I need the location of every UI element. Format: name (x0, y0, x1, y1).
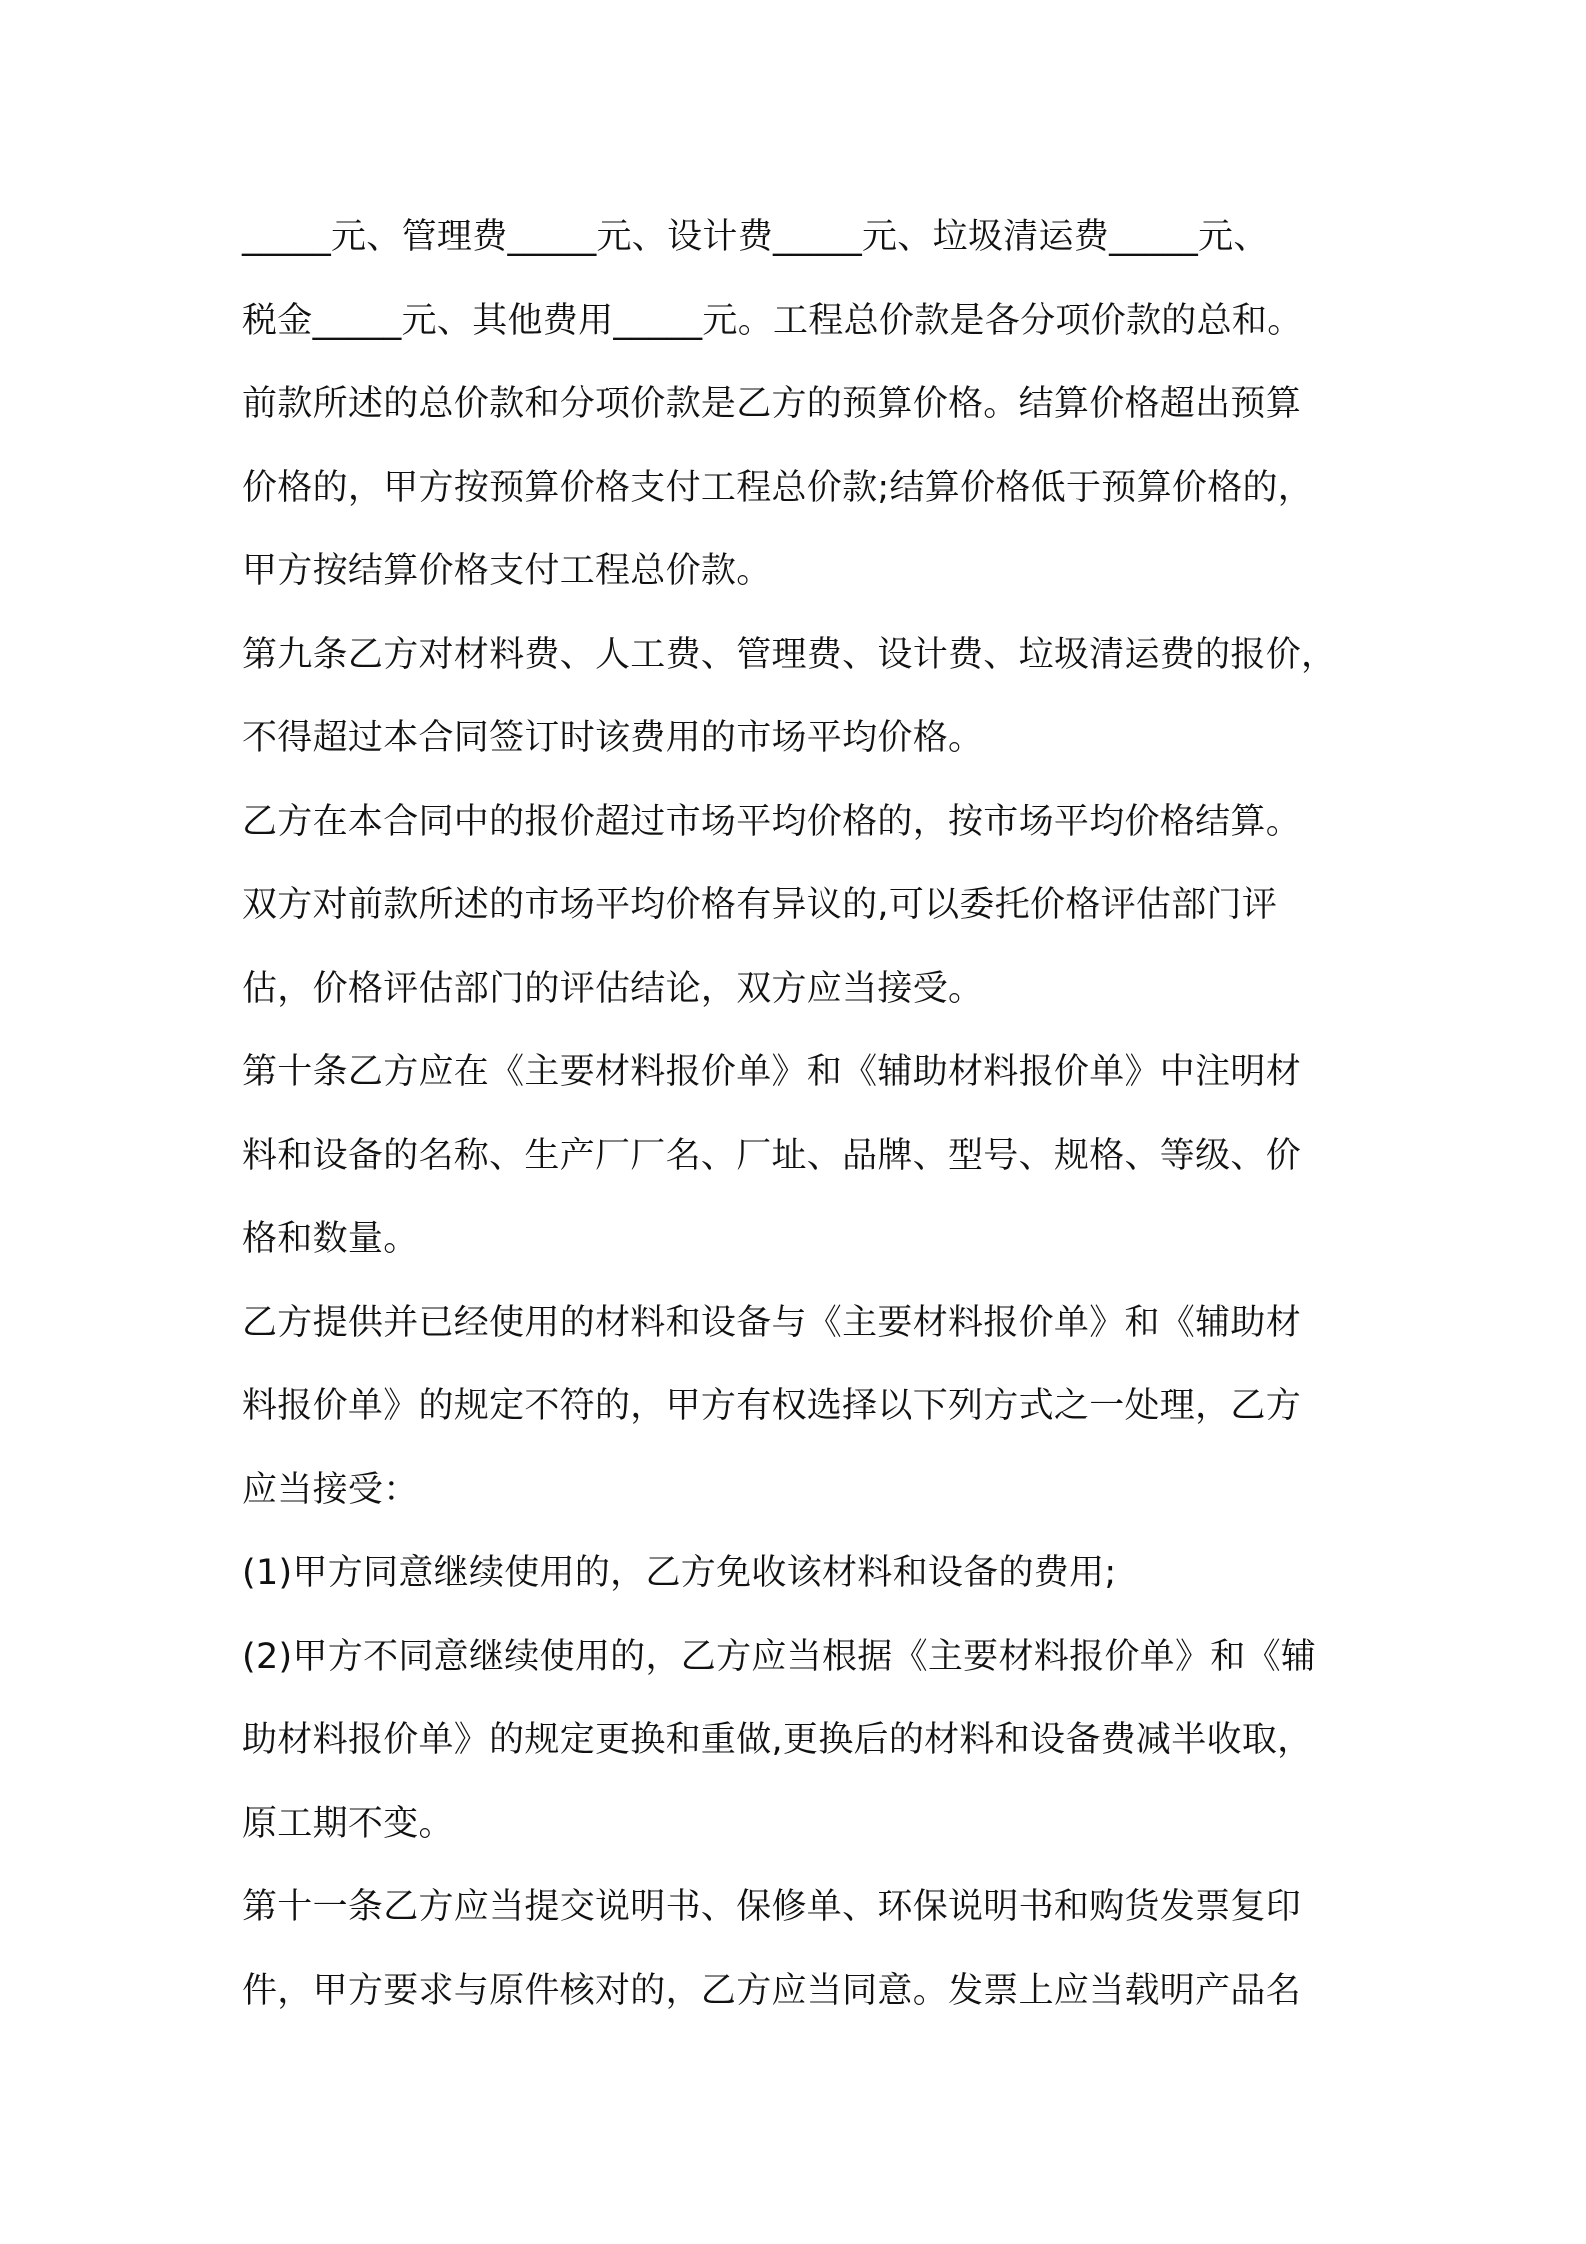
text-line: 甲方按结算价格支付工程总价款。 (242, 551, 772, 591)
text-line: 乙方在本合同中的报价超过市场平均价格的，按市场平均价格结算。 (242, 801, 1302, 842)
text-line: 助材料报价单》的规定更换和重做,更换后的材料和设备费减半收取， (242, 1720, 1313, 1760)
text-line: 第十一条乙方应当提交说明书、保修单、环保说明书和购货发票复印 (242, 1887, 1302, 1927)
text-line: 不得超过本合同签订时该费用的市场平均价格。 (242, 718, 984, 758)
text-line: 应当接受： (242, 1469, 419, 1510)
contract-text (242, 196, 1362, 2033)
text-line: 原工期不变。 (242, 1803, 454, 1844)
text-line: (1)甲方同意继续使用的，乙方免收该材料和设备的费用; (242, 1553, 1117, 1593)
text-line: 第十条乙方应在《主要材料报价单》和《辅助材料报价单》中注明材 (242, 1052, 1302, 1092)
text-line: 料报价单》的规定不符的，甲方有权选择以下列方式之一处理，乙方 (242, 1386, 1302, 1426)
text-line: 格和数量。 (242, 1219, 419, 1259)
text-line: 估，价格评估部门的评估结论，双方应当接受。 (242, 968, 984, 1009)
text-line: 前款所述的总价款和分项价款是乙方的预算价格。结算价格超出预算 (242, 384, 1302, 424)
text-line: 税金_____元、其他费用_____元。工程总价款是各分项价款的总和。 (242, 300, 1303, 341)
text-line: 价格的，甲方按预算价格支付工程总价款;结算价格低于预算价格的， (242, 467, 1314, 508)
text-line: 第九条乙方对材料费、人工费、管理费、设计费、垃圾清运费的报价， (242, 634, 1337, 675)
text-line: 双方对前款所述的市场平均价格有异议的,可以委托价格评估部门评 (242, 885, 1278, 925)
text-line: _____元、管理费_____元、设计费_____元、垃圾清运费_____元、 (242, 217, 1269, 257)
text-line: (2)甲方不同意继续使用的，乙方应当根据《主要材料报价单》和《辅 (242, 1636, 1317, 1677)
text-line: 料和设备的名称、生产厂厂名、厂址、品牌、型号、规格、等级、价 (242, 1135, 1302, 1176)
text-line: 乙方提供并已经使用的材料和设备与《主要材料报价单》和《辅助材 (242, 1302, 1302, 1343)
text-line: 件，甲方要求与原件核对的，乙方应当同意。发票上应当载明产品名 (242, 1970, 1302, 2011)
